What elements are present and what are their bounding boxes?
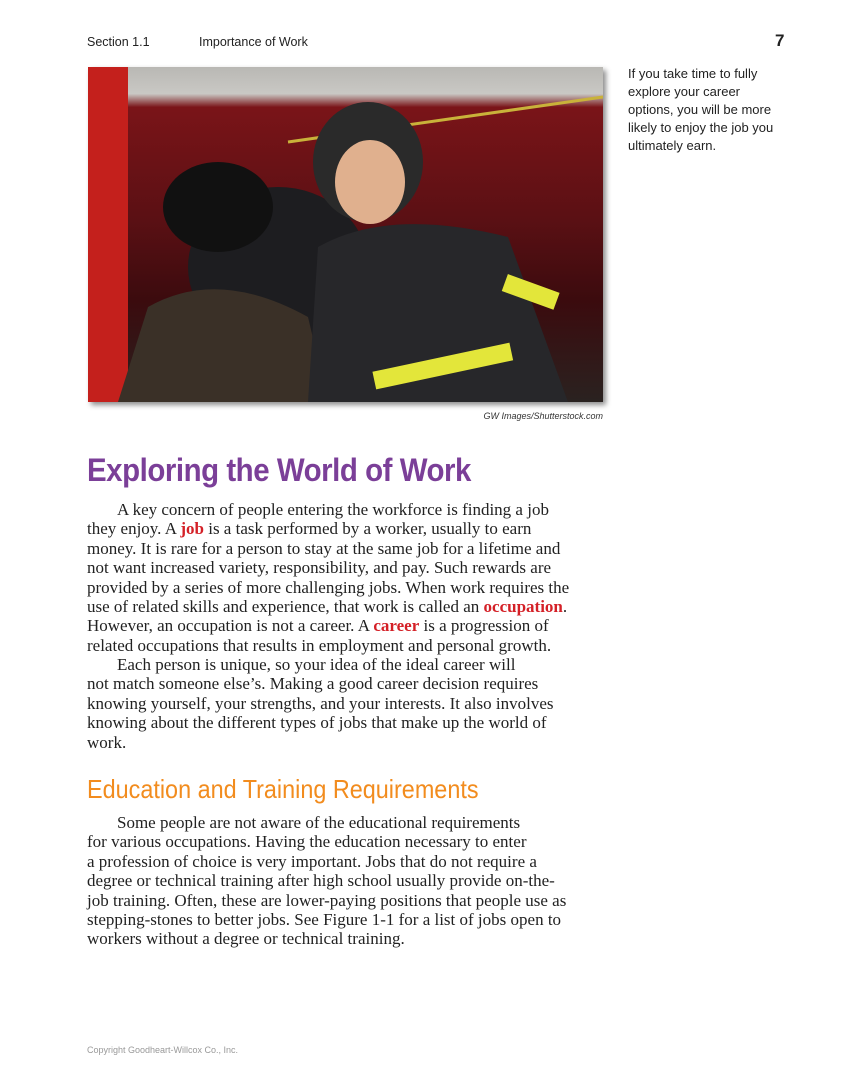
- text-segment: degree or technical training after high school usually provide on-the-: [87, 871, 555, 891]
- text-line: [87, 910, 627, 929]
- text-line: [87, 655, 627, 674]
- text-segment: A key concern of people entering the workforce is finding a job: [117, 500, 549, 519]
- text-segment: not match someone else’s. Making a good career decision requires: [87, 674, 539, 694]
- firefighters-photo: [88, 67, 603, 402]
- text-line: [87, 597, 627, 616]
- text-segment: for various occupations. Having the education necessary to enter: [87, 832, 527, 852]
- text-segment: .: [562, 597, 568, 617]
- text-line: [87, 636, 627, 655]
- page-number: 7: [775, 31, 785, 50]
- text-line: [87, 694, 627, 713]
- photo-credit: GW Images/Shutterstock.com: [483, 411, 603, 421]
- text-line: [87, 519, 627, 538]
- text-line: [87, 852, 627, 871]
- text-segment: job training. Often, these are lower-paying positions that people use as: [87, 890, 567, 910]
- text-line: [87, 558, 627, 577]
- sidebar-note: If you take time to fully explore your career options, you will be more likely to enjoy the job you ultimately earn.: [628, 66, 774, 153]
- paragraph-2: [87, 655, 627, 752]
- text-segment: knowing about the different types of jobs that make up the world of: [87, 713, 547, 733]
- text-line: [87, 713, 627, 732]
- text-segment: workers without a degree or technical training.: [87, 929, 405, 949]
- text-line: [87, 674, 627, 693]
- text-line: [87, 929, 627, 948]
- firefighters-illustration: [88, 67, 603, 402]
- text-segment: not want increased variety, responsibility, and pay. Such rewards are: [87, 558, 552, 578]
- text-segment: is a progression of: [419, 616, 549, 636]
- text-segment: However, an occupation is not a career. A: [87, 616, 374, 636]
- section-title: Importance of Work: [199, 35, 308, 49]
- heading-exploring: Exploring the World of Work: [87, 452, 471, 488]
- text-line: [87, 733, 627, 752]
- text-segment: Each person is unique, so your idea of the ideal career will: [117, 655, 516, 674]
- text-line: [87, 832, 627, 851]
- copyright: Copyright Goodheart-Willcox Co., Inc.: [87, 1045, 239, 1055]
- text-segment: provided by a series of more challenging jobs. When work requires the: [87, 577, 570, 597]
- key-term: occupation: [483, 597, 563, 617]
- key-term: job: [180, 519, 204, 539]
- text-line: [87, 578, 627, 597]
- text-segment: knowing yourself, your strengths, and your interests. It also involves: [87, 693, 554, 713]
- text-line: [87, 813, 627, 832]
- text-segment: a profession of choice is very important. Jobs that do not require a: [87, 851, 537, 871]
- key-term: career: [373, 616, 420, 636]
- text-line: [87, 539, 627, 558]
- text-segment: related occupations that results in employment and personal growth.: [87, 635, 552, 655]
- text-segment: use of related skills and experience, that work is called an: [87, 597, 484, 617]
- text-segment: they enjoy. A: [87, 519, 181, 539]
- text-line: [87, 871, 627, 890]
- text-segment: work.: [87, 732, 127, 752]
- text-line: [87, 616, 627, 635]
- paragraph-3: [87, 813, 627, 949]
- heading-education: Education and Training Requirements: [87, 774, 479, 804]
- paragraph-1: [87, 500, 627, 655]
- text-segment: stepping-stones to better jobs. See Figure 1-1 for a list of jobs open to: [87, 910, 562, 930]
- text-segment: Some people are not aware of the educational requirements: [117, 813, 521, 832]
- text-line: [87, 500, 627, 519]
- section-label: Section 1.1: [87, 35, 150, 49]
- text-segment: is a task performed by a worker, usually to earn: [203, 519, 532, 539]
- text-segment: money. It is rare for a person to stay at the same job for a lifetime and: [87, 538, 561, 558]
- text-line: [87, 891, 627, 910]
